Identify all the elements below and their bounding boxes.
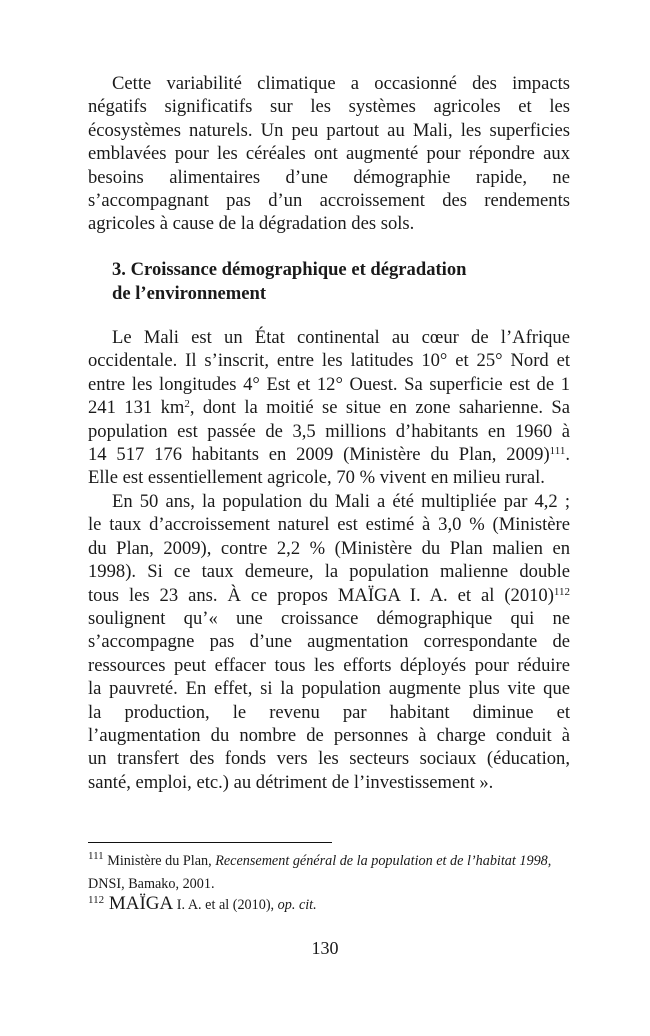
line-text: agricoles à cause de la dégradation des sols. xyxy=(88,213,415,235)
line-text: Cette variabilité climatique a occasionné des impacts xyxy=(112,73,570,94)
footnote-text: Ministère du Plan, xyxy=(103,853,216,869)
line-text: Le Mali est un État continental au cœur de l’Afrique xyxy=(112,327,570,348)
text-line xyxy=(88,326,570,349)
footnote-number: 111 xyxy=(88,850,104,862)
text-line xyxy=(88,166,570,189)
line-text: emblavées pour les céréales ont augmenté pour répondre aux xyxy=(88,143,570,165)
text-line xyxy=(88,420,570,443)
line-text: la pauvreté. En effet, si la population augmente plus vite que xyxy=(88,678,570,700)
line-text: la production, le revenu par habitant diminue et xyxy=(88,701,570,723)
footnote-author: MAÏGA xyxy=(104,893,174,914)
footnote-title: Recensement général de la population et de l’habitat 1998, xyxy=(215,853,552,869)
line-text: négatifs significatifs sur les systèmes agricoles et les xyxy=(88,96,570,118)
text-line xyxy=(88,119,570,142)
text-line xyxy=(88,584,570,607)
line-text: 1998). Si ce taux demeure, la population malienne double xyxy=(88,561,570,583)
paragraph-2 xyxy=(88,326,570,490)
text-line xyxy=(88,630,570,653)
line-text: soulignent qu’« une croissance démographique qui ne xyxy=(88,607,570,629)
line-text: le taux d’accroissement naturel est estimé à 3,0 % (Ministère xyxy=(88,514,570,536)
line-text: s’accompagne pas d’une augmentation correspondante de xyxy=(88,631,570,653)
text-line xyxy=(88,72,570,95)
footnote-number: 112 xyxy=(88,894,105,906)
line-text: ressources peut effacer tous les efforts déployés pour réduire xyxy=(88,654,570,676)
footnote-reference: 2 xyxy=(184,398,190,411)
text-line xyxy=(88,677,570,700)
line-text: du Plan, 2009), contre 2,2 % (Ministère du Plan malien en xyxy=(88,537,570,559)
text-line xyxy=(88,212,570,235)
footnote-text: I. A. et al (2010), xyxy=(173,897,278,913)
footnote-ref: op. cit. xyxy=(277,897,317,913)
line-text: 14 517 176 habitants en 2009 (Ministère du Plan, 2009) xyxy=(88,443,550,465)
text-line xyxy=(88,490,570,513)
heading-line-2: de l’environnement xyxy=(112,283,267,304)
text-line xyxy=(88,373,570,396)
footnote-111 xyxy=(88,850,570,895)
line-text: population est passée de 3,5 millions d’habitants en 1960 à xyxy=(88,420,570,442)
text-line xyxy=(88,747,570,770)
text-line xyxy=(88,142,570,165)
line-text: écosystèmes naturels. Un peu partout au Mali, les superficies xyxy=(88,119,570,141)
paragraph-3 xyxy=(88,490,570,794)
text-line xyxy=(88,95,570,118)
footnote-reference: 112 xyxy=(553,585,570,598)
text-line xyxy=(88,537,570,560)
line-text: En 50 ans, la population du Mali a été multipliée par 4,2 ; xyxy=(112,491,570,512)
footnote-reference: 111 xyxy=(549,444,566,457)
text-line xyxy=(88,396,570,419)
text-line xyxy=(88,189,570,212)
footnote-text: DNSI, Bamako, 2001. xyxy=(88,876,215,892)
line-text: santé, emploi, etc.) au détriment de l’investissement ». xyxy=(88,771,494,793)
text-line xyxy=(88,701,570,724)
text-line xyxy=(88,443,570,466)
text-line xyxy=(88,771,570,794)
heading-line-1: 3. Croissance démographique et dégradation xyxy=(112,259,467,280)
line-text: besoins alimentaires d’une démographie rapide, ne xyxy=(88,166,570,188)
text-line xyxy=(88,607,570,630)
line-text: un transfert des fonds vers les secteurs sociaux (éducation, xyxy=(88,748,570,770)
line-text: , dont la moitié se situe en zone saharienne. Sa xyxy=(189,397,570,419)
text-line xyxy=(88,349,570,372)
text-line xyxy=(88,724,570,747)
page-number: 130 xyxy=(311,938,339,958)
footnote-separator xyxy=(88,842,332,843)
paragraph-1 xyxy=(88,72,570,236)
section-heading xyxy=(112,258,467,306)
footnote-112 xyxy=(88,893,570,917)
line-text: entre les longitudes 4° Est et 12° Ouest. Sa superficie est de 1 xyxy=(88,373,570,395)
text-line xyxy=(88,560,570,583)
line-text: s’accompagnant pas d’un accroissement des rendements xyxy=(88,189,570,211)
line-text: . xyxy=(565,443,570,465)
line-text: tous les 23 ans. À ce propos MAÏGA I. A. et al (2010) xyxy=(88,584,554,606)
line-text: Elle est essentiellement agricole, 70 % vivent en milieu rural. xyxy=(88,467,545,489)
text-line xyxy=(88,513,570,536)
line-text: 241 131 km xyxy=(88,397,185,419)
text-line xyxy=(88,654,570,677)
text-line xyxy=(88,466,570,489)
line-text: l’augmentation du nombre de personnes à charge conduit à xyxy=(88,724,570,746)
line-text: occidentale. Il s’inscrit, entre les latitudes 10° et 25° Nord et xyxy=(88,350,570,372)
